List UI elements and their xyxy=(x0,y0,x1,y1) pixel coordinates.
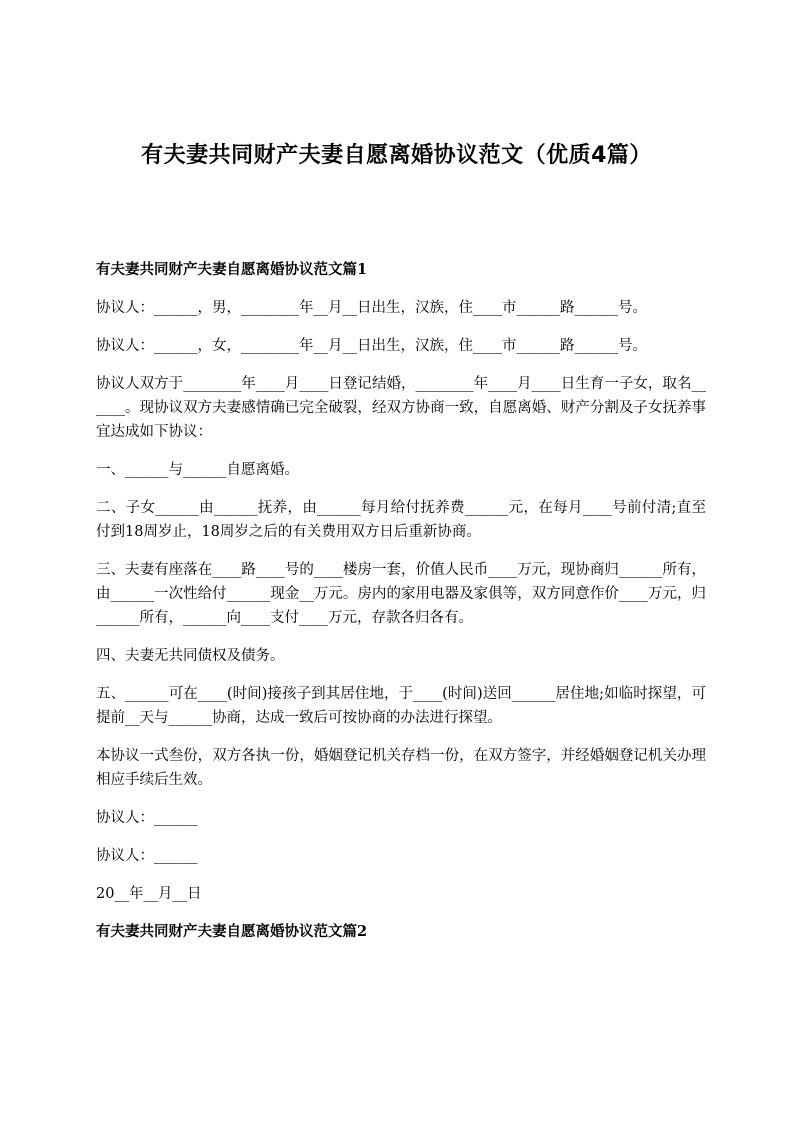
signature-line-2: 协议人：______ xyxy=(96,848,198,864)
clause-debts: 四、夫妻无共同债权及债务。 xyxy=(96,648,285,664)
clause-visitation: 五、______可在____(时间)接孩子到其居住地，于____(时间)送回______居住地;如临时探望，可提前__天与______协商，达成一致后可按协商的办法进行探望。 xyxy=(96,686,706,726)
document-title: 有夫妻共同财产夫妻自愿离婚协议范文（优质4篇） xyxy=(141,143,652,168)
marriage-clause: 协议人双方于________年____月____日登记结婚，________年____月____日生育一子女，取名______。现协议双方夫妻感情确已完全破裂，经双方协商一致，自愿离婚、财产分割及子女抚养事宜达成如下协议： xyxy=(96,376,706,440)
clause-copies: 本协议一式叁份，双方各执一份，婚姻登记机关存档一份，在双方签字，并经婚姻登记机关办理相应手续后生效。 xyxy=(96,748,706,788)
section-heading-1: 有夫妻共同财产夫妻自愿离婚协议范文篇1 xyxy=(96,261,368,278)
signature-line-1: 协议人：______ xyxy=(96,810,198,826)
clause-divorce: 一、______与______自愿离婚。 xyxy=(96,462,299,478)
document-body xyxy=(96,258,706,958)
section-heading-2: 有夫妻共同财产夫妻自愿离婚协议范文篇2 xyxy=(96,923,368,940)
party-clause-male: 协议人：______，男，________年__月__日出生，汉族，住____市______路______号。 xyxy=(96,300,647,316)
date-line: 20__年__月__日 xyxy=(96,886,202,902)
clause-property: 三、夫妻有座落在____路____号的____楼房一套，价值人民币____万元，现协商归______所有，由______一次性给付______现金__万元。房内的家用电器及家俱等，双方同意作价____万元，归______所有，______向____支付____万元，存款各归各有。 xyxy=(96,562,706,626)
clause-child-custody: 二、子女______由______抚养，由______每月给付抚养费______元，在每月____号前付清;直至付到18周岁止，18周岁之后的有关费用双方日后重新协商。 xyxy=(96,500,706,540)
party-clause-female: 协议人：______，女，________年__月__日出生，汉族，住____市______路______号。 xyxy=(96,338,647,354)
